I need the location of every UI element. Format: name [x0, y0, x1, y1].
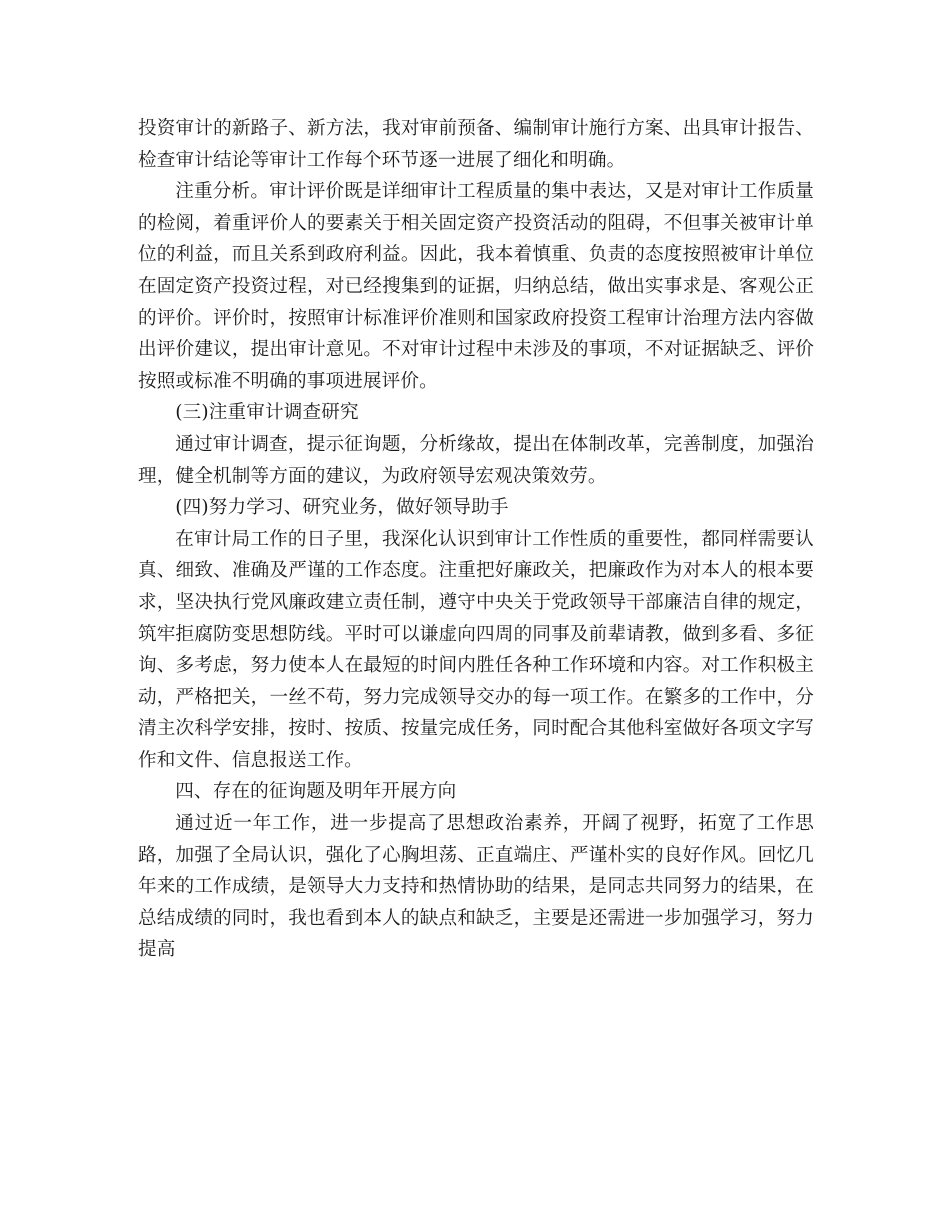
section-heading-problems: 四、存在的征询题及明年开展方向: [175, 781, 457, 803]
paragraph-continuation: 投资审计的新路子、新方法，我对审前预备、编制审计施行方案、出具审计报告、检查审计结论等审计工作每个环节逐一进展了细化和明确。: [138, 118, 814, 171]
section-heading-4: (四)努力学习、研究业务，做好领导助手: [175, 497, 509, 519]
paragraph-summary: 通过近一年工作，进一步提高了思想政治素养，开阔了视野，拓宽了工作思路，加强了全局认识，强化了心胸坦荡、正直端庄、严谨朴实的良好作风。回忆几年来的工作成绩，是领导大力支持和热情协助的结果，是同志共同努力的结果，在总结成绩的同时，我也看到本人的缺点和缺乏，主要是还需进一步加强学习，努力提高: [138, 813, 814, 961]
section-heading-3: (三)注重审计调查研究: [175, 402, 359, 424]
paragraph-analysis: 注重分析。审计评价既是详细审计工程质量的集中表达，又是对审计工作质量的检阅，着重评价人的要素关于相关固定资产投资活动的阻碍，不但事关被审计单位的利益，而且关系到政府利益。因此，我本着慎重、负责的态度按照被审计单位在固定资产投资过程，对已经搜集到的证据，归纳总结，做出实事求是、客观公正的评价。评价时，按照审计标准评价准则和国家政府投资工程审计治理方法内容做出评价建议，提出审计意见。不对审计过程中未涉及的事项，不对证据缺乏、评价按照或标准不明确的事项进展评价。: [138, 181, 814, 392]
paragraph-study-work: 在审计局工作的日子里，我深化认识到审计工作性质的重要性，都同样需要认真、细致、准确及严谨的工作态度。注重把好廉政关，把廉政作为对本人的根本要求，坚决执行党风廉政建立责任制，遵守中央关于党政领导干部廉洁自律的规定，筑牢拒腐防变思想防线。平时可以谦虚向四周的同事及前辈请教，做到多看、多征询、多考虑，努力使本人在最短的时间内胜任各种工作环境和内容。对工作积极主动，严格把关，一丝不苟，努力完成领导交办的每一项工作。在繁多的工作中，分清主次科学安排，按时、按质、按量完成任务，同时配合其他科室做好各项文字写作和文件、信息报送工作。: [138, 528, 814, 771]
document-body: [138, 113, 814, 966]
paragraph-audit-research: 通过审计调查，提示征询题，分析缘故，提出在体制改革，完善制度，加强治理，健全机制等方面的建议，为政府领导宏观决策效劳。: [138, 433, 814, 487]
